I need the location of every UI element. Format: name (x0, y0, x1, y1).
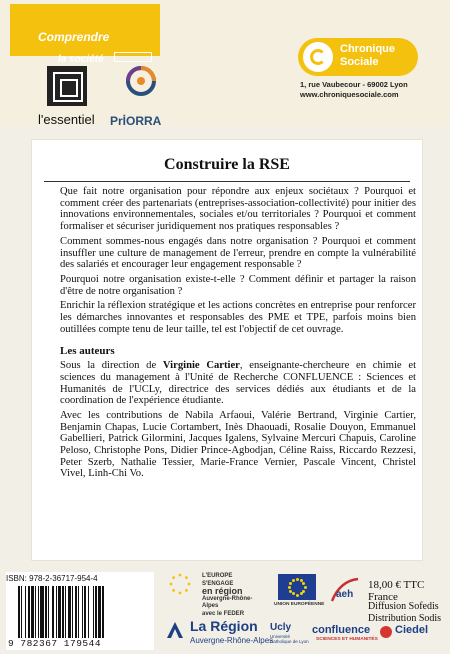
barcode-bar (58, 586, 61, 638)
title-divider (44, 181, 410, 182)
star-circle-icon (168, 572, 192, 596)
eu-star-icon (288, 586, 291, 589)
region-logo-icon (165, 620, 185, 640)
barcode-bar (72, 586, 73, 638)
ciedel-logo: Ciedel (395, 624, 429, 636)
distribution-line1: Diffusion Sofedis (368, 601, 439, 612)
distribution-line2: Distribution Sodis (368, 613, 442, 624)
publisher-street: 1, rue Vaubecour - 69002 Lyon (300, 80, 408, 89)
eu-star-icon (304, 586, 307, 589)
lead-author-name: Virginie Cartier (162, 360, 240, 372)
barcode-bar (45, 586, 47, 638)
isbn-label: ISBN: 978-2-36717-954-4 (6, 574, 98, 583)
barcode-bar (68, 586, 71, 638)
distribution (368, 601, 441, 625)
series-line1: Comprendre (38, 30, 110, 44)
essentiel-label: l'essentiel (38, 112, 95, 127)
ciedel-dot-icon (380, 626, 392, 638)
authors-direction-suffix: , enseignante-chercheure en chimie et sciences du management à l'Unité de Recherche CONFLUENCE : Sciences et Humanités de l'UCLy, directrice des services dédiés aux étudiants et de la coordination de l'expérience étudiante. (60, 360, 417, 407)
essentiel-logo-icon (47, 66, 87, 106)
feder-line2: en région (202, 586, 243, 596)
publisher-website: www.chroniquesociale.com (300, 90, 399, 99)
authors-contributors: Avec les contributions de Nabila Arfaoui, Valérie Bertrand, Virginie Cartier, Benjamin Chapas, Lucie Cortambert, Inès Dhaouadi, Rosalie Douyon, Emmanuel Gabellieri, Patrick Gilormini, Jacques Igalens, Sylvaine Mercuri Chapuis, Caroline Peloso, Christophe Pons, Didier Prince-Agbodjan, Céline Raiss, Riccardo Rezzesi, Peter Szerb, Nathalie Tessier, Marie-France Vernier, Pascale Vincent, Christel Vivel, Linh-Chi Vo. (60, 409, 416, 480)
series-line2: la société (58, 54, 104, 65)
eu-star-icon (292, 592, 295, 595)
barcode-bar (56, 586, 57, 638)
barcode-bar (102, 586, 104, 638)
summary-paragraph-3: Pourquoi notre organisation existe-t-elle ? Comment définir et partager la raison d'être de notre organisation ? (60, 273, 416, 297)
barcode-bar (88, 586, 89, 638)
barcode-bar (18, 586, 20, 638)
barcode-bar (52, 586, 54, 638)
authors-heading: Les auteurs (60, 345, 115, 358)
barcode-bar (93, 586, 94, 638)
ucly-logo: Ucly (270, 622, 292, 633)
eu-star-icon (300, 592, 303, 595)
barcode-bar (65, 586, 66, 638)
series-banner (10, 4, 160, 65)
summary-paragraph-4: Enrichir la réflexion stratégique et les actions concrètes en entreprise pour renforcer les démarches innovantes et responsables des PME et TPE, parfois moins bien outillées compte tenu de leur taille, tel est l'objectif de cet ouvrage. (60, 300, 416, 335)
eu-star-icon (302, 582, 305, 585)
summary-card (32, 140, 422, 560)
eu-star-icon (296, 594, 299, 597)
aeh-label: aeh (336, 589, 354, 600)
priorra-logo-icon (124, 64, 158, 98)
confluence-subtitle: SCIENCES ET HUMANITÉS (316, 637, 378, 642)
barcode-bar (62, 586, 64, 638)
barcode-bar (78, 586, 79, 638)
barcode-image (16, 586, 150, 638)
barcode-bar (98, 586, 101, 638)
barcode-bar (48, 586, 49, 638)
feder-text (202, 573, 264, 618)
book-title: Construire la RSE (164, 156, 290, 173)
barcode-bar (40, 586, 44, 638)
publisher-address (300, 80, 408, 100)
barcode-bar (95, 586, 97, 638)
barcode-bar (84, 586, 86, 638)
summary-paragraph-2: Comment sommes-nous engagés dans notre organisation ? Pourquoi et comment insuffler une culture de management de l'erreur, prendre en compte la vulnérabilité des salariés et encourager leur engagement responsable ? (60, 235, 416, 271)
barcode-bar (82, 586, 83, 638)
authors-direction-prefix: Sous la direction de (60, 360, 163, 372)
barcode-digits: 9 782367 179544 (8, 638, 102, 649)
barcode-bar (75, 586, 77, 638)
feder-line3: Auvergne-Rhône-Alpes (202, 595, 253, 609)
region-name: La Région (190, 618, 258, 634)
barcode-bar (35, 586, 36, 638)
authors-direction (60, 360, 416, 407)
feder-line1: L'EUROPE S'ENGAGE (202, 573, 234, 587)
eu-label: UNION EUROPÉENNE (274, 602, 325, 607)
publisher-name: Chronique Sociale (340, 43, 395, 68)
barcode-bar (31, 586, 34, 638)
eu-star-icon (289, 590, 292, 593)
publisher-logo (298, 38, 418, 78)
barcode-bar (28, 586, 30, 638)
barcode-bar (38, 586, 39, 638)
eu-star-icon (296, 578, 299, 581)
region-subtitle: Auvergne-Rhône-Alpes (190, 636, 274, 645)
priorra-label: PrİORRA (110, 114, 162, 128)
summary-text (60, 186, 416, 483)
series-boxes (114, 52, 152, 62)
barcode-bar (21, 586, 22, 638)
publisher-icon (303, 42, 333, 72)
ucly-subtitle: Université Catholique de Lyon (270, 634, 309, 644)
eu-star-icon (292, 579, 295, 582)
eu-star-icon (302, 590, 305, 593)
barcode-bar (25, 586, 26, 638)
eu-flag-icon (278, 574, 316, 600)
summary-paragraph-1: Que fait notre organisation pour répondre aux enjeux sociétaux ? Pourquoi et comment créer des partenariats (entreprises-association-collectivité) pour initier des innovations environnementales, sociales et/ou territoriales ? Pourquoi et comment formaliser et sécuriser juridiquement nos pratiques responsables ? (60, 186, 416, 233)
eu-star-icon (289, 582, 292, 585)
feder-line4: avec le FEDER (202, 610, 245, 617)
price: 18,00 € TTC France (368, 579, 425, 603)
confluence-logo: confluence (312, 624, 371, 636)
